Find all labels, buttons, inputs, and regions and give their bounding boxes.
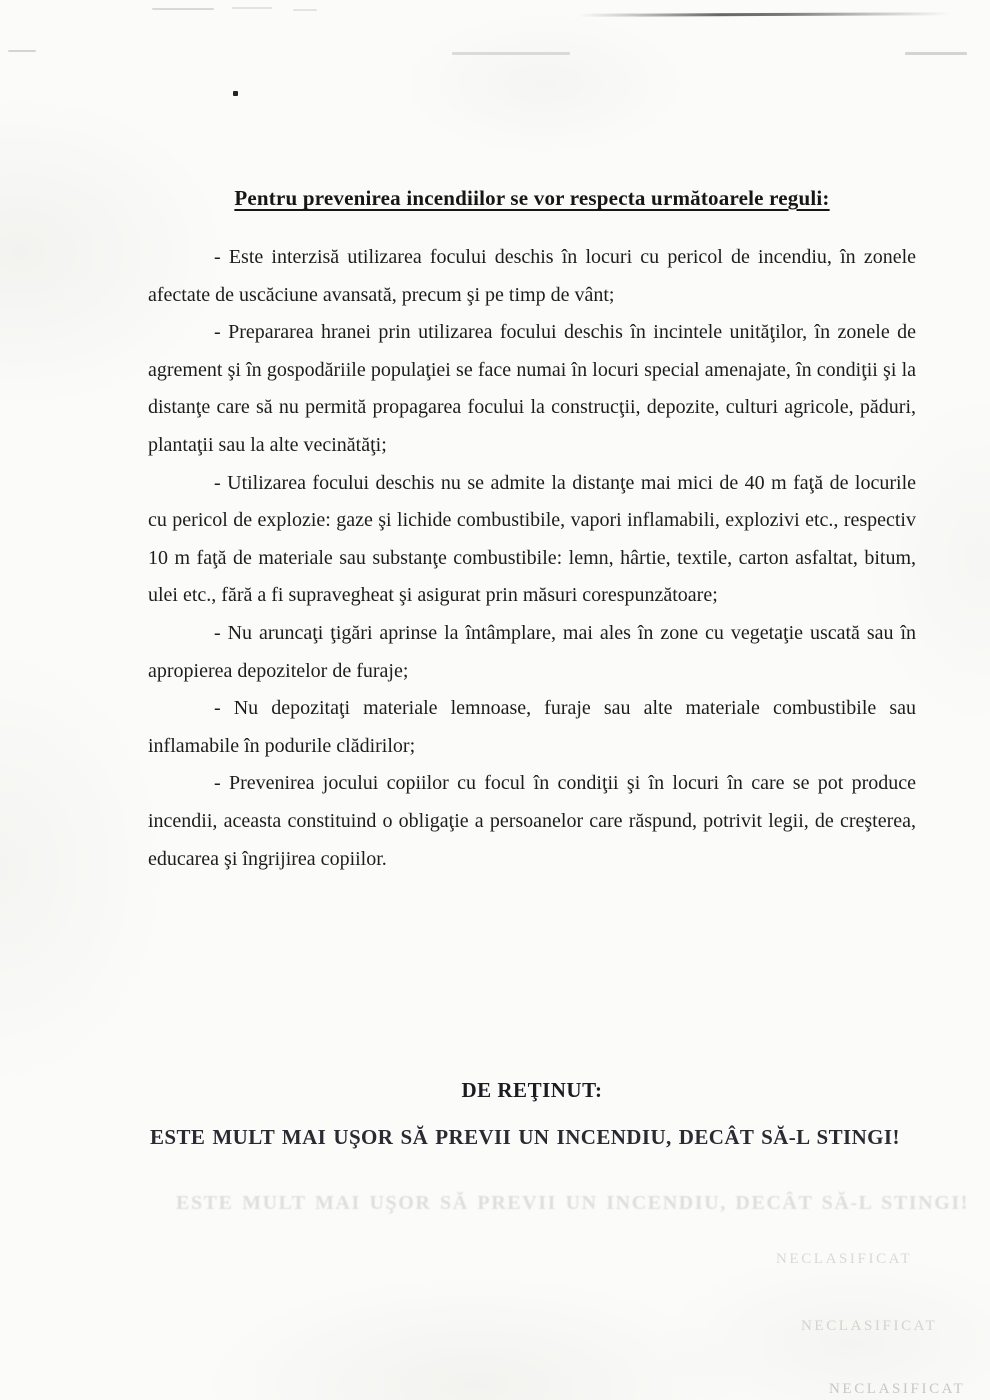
neclasificat-watermark: NECLASIFICAT — [776, 1251, 913, 1267]
scan-artifact-dash — [8, 50, 36, 52]
ink-dot — [233, 91, 238, 96]
rule-paragraph: - Utilizarea focului deschis nu se admite la distanţe mai mici de 40 m faţă de locurile cu pericol de explozie: gaze şi lichide combustibile, vapori inflamabili, explozivi etc., respectiv 10 m faţă de materiale sau substanţe combustibile: lemn, hârtie, textile, carton asfaltat, bitum, ulei etc., fără a fi supravegheat şi asigurat prin măsuri corespunzătoare; — [148, 471, 916, 607]
rule-paragraph: - Prepararea hranei prin utilizarea focului deschis în incintele unităţilor, în zonele de agrement şi în gospodăriile populaţiei se face numai în locuri special amenajate, în condiţii şi la distanţe care să nu permită propagarea focului la construcţii, depozite, culturi agricole, păduri, plantaţii sau la alte vecinătăţi; — [148, 321, 916, 456]
reminder-heading: DE REŢINUT: — [461, 1078, 603, 1102]
rule-paragraph: - Este interzisă utilizarea focului deschis în locuri cu pericol de incendiu, în zonele afectate de uscăciune avansată, precum şi pe timp de vânt; — [148, 246, 916, 306]
rule-paragraph: - Nu aruncaţi ţigări aprinse la întâmplare, mai ales în zone cu vegetaţie uscată sau în apropierea depozitelor de furaje; — [148, 621, 916, 682]
document-title: Pentru prevenirea incendiilor se vor respecta următoarele reguli: — [234, 186, 830, 210]
neclasificat-watermark: NECLASIFICAT — [801, 1318, 938, 1334]
rule-paragraph: - Nu depozitaţi materiale lemnoase, furaje sau alte materiale combustibile sau inflamabile în podurile clădirilor; — [148, 697, 916, 757]
scan-artifact-dash — [905, 52, 967, 55]
scan-artifact-dash — [452, 52, 570, 55]
scan-artifact-dash — [152, 8, 214, 10]
neclasificat-watermark: NECLASIFICAT — [829, 1381, 966, 1397]
ghost-bleedthrough-text: ESTE MULT MAI UŞOR SĂ PREVII UN INCENDIU, DECÂT SĂ-L STINGI! — [176, 1192, 970, 1214]
scan-artifact-dash — [232, 7, 272, 9]
document-body — [148, 239, 916, 878]
reminder-slogan: ESTE MULT MAI UŞOR SĂ PREVII UN INCENDIU, DECÂT SĂ-L STINGI! — [150, 1125, 900, 1149]
scan-artifact-dash — [293, 9, 317, 11]
rule-paragraph: - Prevenirea jocului copiilor cu focul în condiţii şi în locuri în care se pot produce incendii, aceasta constituind o obligaţie a persoanelor care răspund, potrivit legii, de creşterea, educarea şi îngrijirea copiilor. — [148, 772, 916, 870]
scan-artifact-top-line — [578, 12, 950, 17]
